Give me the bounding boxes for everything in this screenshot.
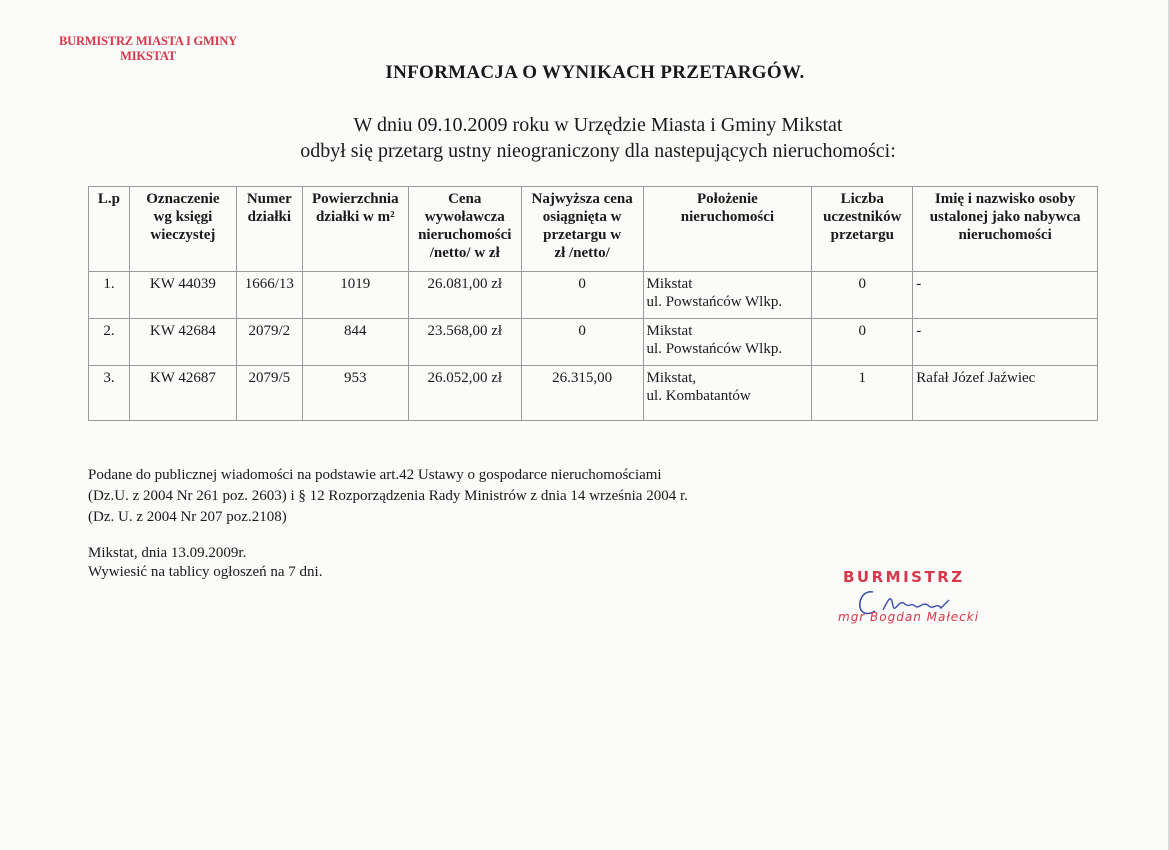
document-title: INFORMACJA O WYNIKACH PRZETARGÓW. [385, 62, 805, 83]
location-line2: ul. Powstańców Wlkp. [646, 341, 783, 357]
issuer-stamp [48, 34, 248, 64]
location-line1: Mikstat, [646, 370, 697, 386]
header-starting-price [408, 187, 521, 272]
cell-land-register: KW 42684 [129, 319, 236, 366]
cell-starting-price: 26.052,00 zł [408, 366, 521, 421]
legal-line1: Podane do publicznej wiadomości na podstawie art.42 Ustawy o gospodarce nieruchomościami [88, 467, 662, 483]
header-location [643, 187, 812, 272]
cell-plot-number: 2079/2 [236, 319, 302, 366]
header-text: działki [247, 209, 292, 225]
legal-line3: (Dz. U. z 2004 Nr 207 poz.2108) [88, 509, 287, 525]
cell-lp: 2. [89, 319, 130, 366]
location-line2: ul. Kombatantów [646, 388, 751, 404]
date-block [88, 544, 322, 582]
header-text: Położenie [697, 191, 758, 207]
header-lp [89, 187, 130, 272]
cell-area: 844 [302, 319, 408, 366]
cell-land-register: KW 42687 [129, 366, 236, 421]
cell-location [643, 366, 812, 421]
cell-participants: 0 [812, 272, 913, 319]
header-participants [812, 187, 913, 272]
mayor-stamp-name: mgr Bogdan Małecki [838, 610, 980, 624]
posting-note: Wywiesić na tablicy ogłoszeń na 7 dni. [88, 564, 323, 580]
cell-lp: 3. [89, 366, 130, 421]
header-text: wywoławcza [424, 209, 505, 225]
issuer-stamp-line1: BURMISTRZ MIASTA I GMINY [59, 34, 237, 48]
cell-area: 1019 [302, 272, 408, 319]
cell-participants: 0 [812, 319, 913, 366]
header-text: nieruchomości [418, 227, 512, 243]
cell-plot-number: 1666/13 [236, 272, 302, 319]
table-row [89, 366, 1098, 421]
intro-line1: W dniu 09.10.2009 roku w Urzędzie Miasta i Gminy Mikstat [353, 114, 843, 136]
header-text: nieruchomości [680, 209, 775, 225]
header-highest-price [521, 187, 643, 272]
header-text: uczestników [823, 209, 902, 225]
header-plot-number [236, 187, 302, 272]
header-land-register [129, 187, 236, 272]
cell-plot-number: 2079/5 [236, 366, 302, 421]
header-text: Oznaczenie [146, 191, 220, 207]
cell-highest-price: 0 [521, 272, 643, 319]
header-text: Najwyższa cena [531, 191, 633, 207]
header-text: osiągnięta w [542, 209, 622, 225]
cell-area: 953 [302, 366, 408, 421]
header-text: Powierzchnia [311, 191, 399, 207]
cell-location [643, 272, 812, 319]
place-date: Mikstat, dnia 13.09.2009r. [88, 545, 247, 561]
header-text: działki w m² [315, 209, 395, 225]
cell-highest-price: 0 [521, 319, 643, 366]
header-text: zł /netto/ [554, 245, 610, 261]
cell-lp: 1. [89, 272, 130, 319]
legal-basis [88, 465, 688, 528]
auction-results-table [88, 186, 1098, 421]
header-text: wieczystej [150, 227, 216, 243]
header-text: przetargu [830, 227, 894, 243]
legal-line2: (Dz.U. z 2004 Nr 261 poz. 2603) i § 12 Rozporządzenia Rady Ministrów z dnia 14 września 2004 r. [88, 488, 688, 504]
location-line1: Mikstat [646, 276, 693, 292]
mayor-stamp-title: BURMISTRZ [843, 568, 965, 586]
cell-starting-price: 26.081,00 zł [408, 272, 521, 319]
header-text: ustalonej jako nabywca [929, 209, 1081, 225]
header-text: /netto/ w zł [429, 245, 500, 261]
table-row [89, 272, 1098, 319]
intro-text [0, 112, 1170, 164]
location-line1: Mikstat [646, 323, 693, 339]
header-area [302, 187, 408, 272]
cell-starting-price: 23.568,00 zł [408, 319, 521, 366]
header-text: Liczba [840, 191, 884, 207]
header-buyer [913, 187, 1098, 272]
header-text: L.p [97, 191, 121, 207]
header-text: przetargu w [543, 227, 622, 243]
table-row [89, 319, 1098, 366]
location-line2: ul. Powstańców Wlkp. [646, 294, 783, 310]
header-text: nieruchomości [958, 227, 1052, 243]
header-text: wg księgi [153, 209, 213, 225]
intro-line2: odbył się przetarg ustny nieograniczony dla nastepujących nieruchomości: [300, 140, 896, 162]
cell-highest-price: 26.315,00 [521, 366, 643, 421]
header-text: Imię i nazwisko osoby [934, 191, 1076, 207]
issuer-stamp-line2: MIKSTAT [120, 49, 176, 63]
header-text: Cena [448, 191, 482, 207]
cell-land-register: KW 44039 [129, 272, 236, 319]
cell-buyer: - [913, 272, 1098, 319]
cell-location [643, 319, 812, 366]
cell-participants: 1 [812, 366, 913, 421]
table-header-row [89, 187, 1098, 272]
cell-buyer: - [913, 319, 1098, 366]
header-text: Numer [246, 191, 292, 207]
cell-buyer: Rafał Józef Jaźwiec [913, 366, 1098, 421]
